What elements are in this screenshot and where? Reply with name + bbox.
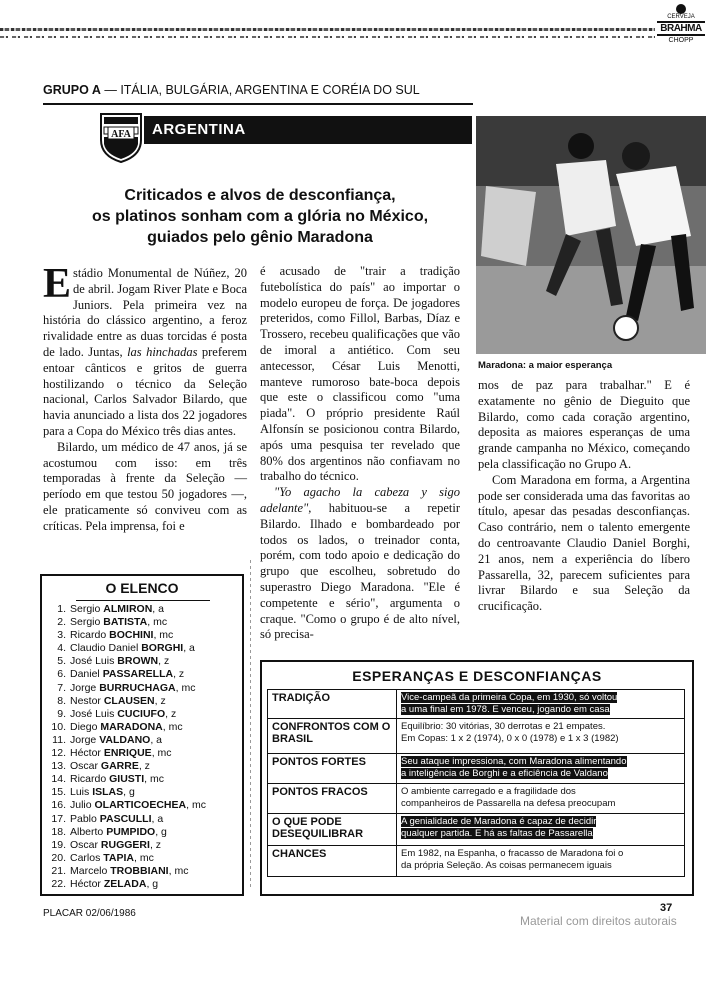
player-position: , g — [155, 825, 167, 838]
squad-player — [46, 642, 206, 655]
column-divider — [250, 560, 251, 890]
squad-player — [46, 826, 206, 839]
brahma-logo — [657, 4, 705, 46]
squad-player — [46, 668, 206, 681]
row-label: CHANCES — [268, 846, 397, 877]
player-first-name: Sergio — [70, 616, 104, 629]
row-value-line: Em Copas: 1 x 2 (1974), 0 x 0 (1978) e 1 x 3 (1982) — [401, 733, 619, 744]
col2-paragraph-2 — [260, 485, 460, 643]
squad-player — [46, 655, 206, 668]
headline-line-2: os platinos sonham com a glória no México, — [91, 208, 429, 225]
headline-line-3: guiados pelo gênio Maradona — [147, 229, 373, 246]
player-first-name: Daniel — [70, 668, 103, 681]
squad-player — [46, 760, 206, 773]
squad-player — [46, 852, 206, 865]
footer-issue: PLACAR 02/06/1986 — [43, 908, 136, 919]
row-value-line: A genialidade de Maradona é capaz de decidir — [401, 816, 597, 827]
squad-player — [46, 747, 206, 760]
hopes-doubts-row — [268, 690, 685, 719]
row-value-line: Seu ataque impressiona, com Maradona alimentando — [401, 756, 627, 767]
player-number: 15. — [51, 786, 66, 799]
player-first-name: José Luis — [70, 655, 118, 668]
player-number: 2. — [57, 616, 66, 629]
player-last-name: BATISTA — [103, 616, 148, 629]
col2-p2-italic: "Yo agacho la cabeza y sigo adelante" — [260, 485, 460, 515]
group-title-rest: — ITÁLIA, BULGÁRIA, ARGENTINA E CORÉIA DO SUL — [100, 83, 420, 97]
headline-line-1: Criticados e alvos de desconfiança, — [124, 187, 396, 204]
masthead-rule — [0, 28, 655, 42]
squad-player — [46, 721, 206, 734]
squad-title-rule — [76, 600, 210, 601]
player-first-name: Diego — [70, 720, 101, 733]
row-value — [397, 690, 685, 719]
player-first-name: Carlos — [70, 851, 104, 864]
copyright-watermark: Material com direitos autorais — [520, 914, 677, 928]
player-number: 6. — [57, 668, 66, 681]
row-label: TRADIÇÃO — [268, 690, 397, 719]
crest-letters: AFA — [111, 129, 131, 140]
hopes-doubts-row — [268, 719, 685, 754]
player-first-name: Ricardo — [70, 629, 110, 642]
player-number: 4. — [57, 642, 66, 655]
player-number: 17. — [51, 812, 66, 825]
player-position: , a — [152, 603, 164, 615]
player-last-name: BURRUCHAGA — [99, 681, 176, 694]
hopes-doubts-box — [260, 660, 694, 896]
hopes-doubts-row — [268, 784, 685, 814]
player-number: 21. — [51, 864, 66, 877]
row-label: O QUE PODE DESEQUILIBRAR — [268, 814, 397, 846]
squad-player — [46, 813, 206, 826]
col3-paragraph-2: Com Maradona em forma, a Argentina pode ser considerada uma das favoritas ao título, apesar das pesadas desconfianças. Caso contrário, nem o talento emergente do centroavante Claudio Daniel Borghi, 21 anos, nem a experiência do líbero Passarella, 32, parecem suficientes para livrar Bilardo e sua Seleção da crucificação. — [478, 472, 690, 614]
player-last-name: RUGGERI — [100, 838, 150, 851]
player-last-name: GIUSTI — [109, 773, 145, 786]
row-value — [397, 846, 685, 877]
player-first-name: Nestor — [70, 694, 104, 707]
player-last-name: PUMPIDO — [106, 825, 156, 838]
col2-paragraph-1: é acusado de "trair a tradição futebolística do país" ao importar o modelo europeu de força. De jogadores preteridos, como Fillol, Barbas, Díaz e Trossero, recebeu qualificações que vão de imoral a antiético. Com seu antecessor, César Luis Menotti, manteve rumoroso bate-boca depois que este o classificou como "uma piada". O próprio presidente Raúl Alfonsín se posicionou contra Bilardo, após uma pesquisa ter revelado que 80% dos argentinos não confiavam no trabalho do técnico. — [260, 264, 460, 484]
player-position: , mc — [144, 773, 164, 786]
row-value-line: companheiros de Passarella na defesa preocupam — [401, 798, 616, 809]
row-value — [397, 814, 685, 846]
player-position: , mc — [168, 864, 189, 877]
player-first-name: Claudio Daniel — [70, 642, 142, 655]
player-last-name: GARRE — [100, 760, 139, 773]
squad-box — [40, 574, 244, 896]
row-value-line: Em 1982, na Espanha, o fracasso de Maradona foi o — [401, 848, 624, 859]
afa-crest-icon — [98, 110, 144, 164]
squad-player — [46, 865, 206, 878]
brand-sub: CHOPP — [668, 37, 694, 44]
row-label: PONTOS FRACOS — [268, 784, 397, 814]
hopes-doubts-title: ESPERANÇAS E DESCONFIANÇAS — [352, 668, 602, 684]
row-value-line: a uma final em 1978. E venceu, jogando em casa — [401, 704, 610, 715]
squad-player — [46, 734, 206, 747]
squad-player — [46, 878, 206, 891]
row-value-line: a inteligência de Borghi e a eficiência de Valdano — [401, 768, 608, 779]
brahma-emblem-icon — [676, 4, 686, 14]
player-position: , z — [173, 668, 185, 681]
player-first-name: Pablo — [70, 812, 100, 825]
player-position: , a — [150, 733, 163, 746]
player-number: 9. — [57, 707, 66, 720]
col3-paragraph-1: mos de paz para trabalhar." E é exatamente no gênio de Dieguito que Bilardo, como cada coração argentino, deposita as maiores esperanças de uma grande campanha no México, começando pela classificação no Grupo A. — [478, 378, 690, 471]
squad-player — [46, 682, 206, 695]
player-first-name: Luis — [70, 786, 93, 799]
player-position: , g — [123, 786, 135, 799]
row-label: CONFRONTOS COM O BRASIL — [268, 719, 397, 754]
player-position: , g — [146, 877, 159, 890]
player-number: 12. — [51, 747, 66, 760]
player-last-name: ZELADA — [103, 877, 147, 890]
photo-caption: Maradona: a maior esperança — [478, 360, 613, 371]
player-first-name: Jorge — [70, 733, 100, 746]
squad-player — [46, 695, 206, 708]
group-title-bold: GRUPO A — [43, 83, 101, 97]
player-position: , z — [165, 707, 177, 720]
col1-p1-a: stádio Monumental de Núñez, 20 de abril. Jogam River Plate e Boca Juniors. Pela primeira vez na história do clássico argentino, a feroz rivalidade entre as duas torcidas é posta de lado. Juntas, — [43, 266, 247, 359]
player-last-name: CLAUSEN — [103, 694, 155, 707]
hopes-doubts-table — [267, 689, 685, 877]
col1-p1-b: preferem entoar cânticos e gritos de guerra hostilizando o técnico da Seleção nacional, Carlos Salvador Bilardo, que havia anunciado a lista dos 22 jogadores para a Copa do México três dias antes. — [43, 344, 247, 438]
drop-cap: E — [43, 261, 72, 307]
brand-name: BRAHMA — [657, 21, 705, 36]
player-first-name: Sergio — [70, 603, 104, 615]
player-number: 19. — [51, 838, 66, 851]
row-value-line: Vice-campeã da primeira Copa, em 1930, só voltou — [401, 692, 618, 703]
player-first-name: Héctor — [70, 747, 104, 760]
player-number: 20. — [51, 851, 66, 864]
player-last-name: PASCULLI — [99, 812, 152, 825]
col1-paragraph-1 — [43, 261, 247, 440]
player-number: 7. — [57, 681, 66, 694]
squad-player — [46, 786, 206, 799]
row-value-line: O ambiente carregado e a fragilidade dos — [401, 786, 576, 797]
row-value-line: Equilíbrio: 30 vitórias, 30 derrotas e 21 empates. — [401, 721, 606, 732]
maradona-photo — [476, 116, 706, 354]
player-first-name: Marcelo — [70, 864, 111, 877]
player-position: , z — [138, 760, 150, 773]
group-title — [43, 83, 473, 97]
player-position: , mc — [147, 616, 168, 629]
team-name: ARGENTINA — [152, 121, 246, 138]
brand-top: CERVEJA — [667, 14, 695, 20]
player-first-name: José Luis — [70, 707, 118, 720]
hopes-doubts-row — [268, 754, 685, 784]
player-position: , mc — [153, 629, 174, 642]
player-last-name: TAPIA — [103, 851, 134, 864]
player-number: 13. — [51, 760, 66, 773]
player-position: , a — [183, 642, 195, 655]
player-number: 3. — [57, 629, 66, 642]
row-value — [397, 784, 685, 814]
player-last-name: CUCIUFO — [117, 707, 166, 720]
squad-title: O ELENCO — [105, 580, 179, 596]
squad-player — [46, 629, 206, 642]
squad-player — [46, 616, 206, 629]
row-value-line: qualquer partida. E há as faltas de Passarella — [401, 828, 593, 839]
row-label: PONTOS FORTES — [268, 754, 397, 784]
player-position: , mc — [162, 720, 183, 733]
column-2 — [260, 264, 460, 643]
group-rule — [43, 103, 473, 105]
player-number: 22. — [51, 877, 66, 890]
player-last-name: MARADONA — [100, 720, 163, 733]
player-number: 5. — [57, 655, 66, 668]
player-last-name: ISLAS — [92, 786, 124, 799]
player-last-name: BORGHI — [141, 642, 184, 655]
row-value — [397, 719, 685, 754]
player-number: 11. — [52, 733, 66, 746]
squad-player — [46, 773, 206, 786]
player-position: , z — [149, 838, 162, 851]
player-position: , a — [151, 812, 164, 825]
player-number: 8. — [57, 694, 66, 707]
player-last-name: BOCHINI — [109, 629, 154, 642]
player-first-name: Ricardo — [70, 773, 110, 786]
row-value-line: da própria Seleção. As coisas permanecem iguais — [401, 860, 612, 871]
team-bar — [144, 116, 472, 144]
player-last-name: TROBBIANI — [110, 864, 169, 877]
player-position: , mc — [175, 681, 196, 694]
page-number: 37 — [660, 902, 673, 914]
player-position: , mc — [134, 851, 154, 864]
squad-player — [46, 839, 206, 852]
player-number: 16. — [51, 799, 66, 812]
player-first-name: Alberto — [70, 825, 107, 838]
player-last-name: PASSARELLA — [102, 668, 174, 681]
player-position: , z — [154, 694, 166, 707]
col1-p1-italic: las hinchadas — [127, 344, 198, 359]
squad-player — [46, 708, 206, 721]
player-first-name: Julio — [70, 799, 95, 812]
column-1 — [43, 261, 247, 535]
headline — [55, 185, 465, 248]
player-last-name: BROWN — [117, 655, 159, 668]
player-last-name: OLARTICOECHEA — [94, 799, 187, 812]
row-value — [397, 754, 685, 784]
squad-player — [46, 603, 206, 616]
player-position: , mc — [186, 799, 206, 812]
hopes-doubts-row — [268, 814, 685, 846]
player-first-name: Jorge — [70, 681, 100, 694]
player-first-name: Oscar — [70, 760, 101, 773]
player-last-name: ALMIRON — [103, 603, 153, 615]
player-position: , mc — [151, 747, 172, 760]
player-number: 1. — [57, 603, 66, 615]
squad-list — [46, 603, 206, 891]
player-position: , z — [158, 655, 170, 668]
player-first-name: Oscar — [70, 838, 101, 851]
player-number: 14. — [51, 773, 66, 786]
squad-player — [46, 799, 206, 812]
player-first-name: Héctor — [70, 877, 104, 890]
player-last-name: VALDANO — [99, 733, 151, 746]
player-number: 18. — [51, 825, 66, 838]
player-last-name: ENRIQUE — [103, 747, 152, 760]
col2-p2-rest: , habituou-se a repetir Bilardo. Ilhado e bombardeado por todos os lados, o treinador conta, porém, com todo apoio e dedicação do grupo que escolheu, sobretudo do superastro Diego Maradona. "Ele é competente e sério", argumenta o craque. "Como o grupo é de alto nível, só precisa- — [260, 500, 460, 642]
col1-paragraph-2: Bilardo, um médico de 47 anos, já se acostumou com isso: em três temporadas à frente da Seleção — período em que testou 50 jogadores —, ele praticamente só conviveu com as críticas. Pela imprensa, foi e — [43, 439, 247, 533]
column-3 — [478, 378, 690, 615]
player-number: 10. — [51, 720, 66, 733]
hopes-doubts-row — [268, 846, 685, 877]
